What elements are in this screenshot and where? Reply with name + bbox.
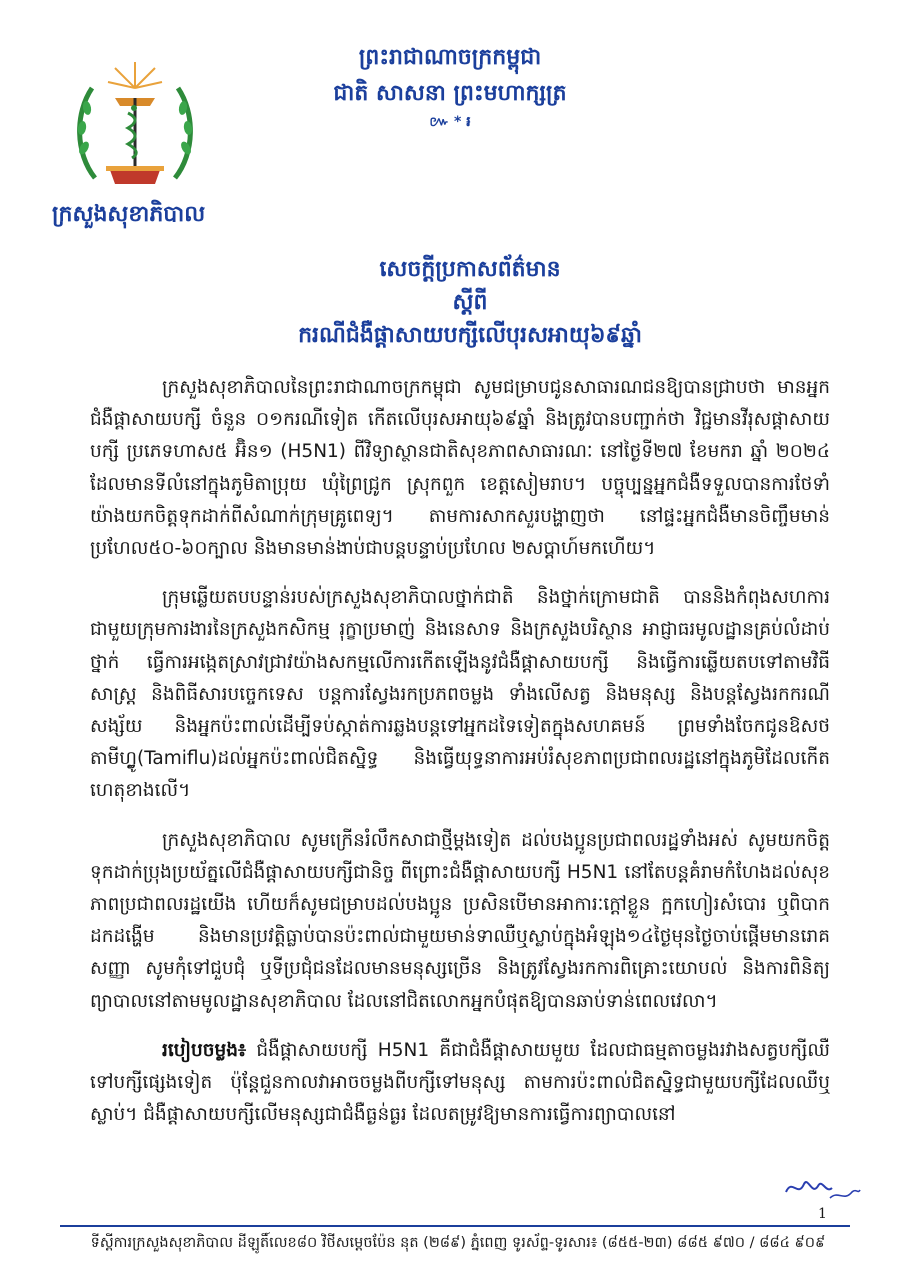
footer-address: ទីស្តីការក្រសួងសុខាភិបាល ដីឡូតិ៍លេខ៨០ វិថីសម្តេចប៉ែន នុត (២៨៩) ភ្នំពេញ ទូរស័ព្ទ-ទូរសារ៖ (៨៥៥-២៣) ៨៨៥ ៩៧០ / ៨៨៤ ៩០៩ bbox=[90, 1235, 826, 1251]
kingdom-line-2: ជាតិ សាសនា ព្រះមហាក្សត្រ bbox=[333, 81, 567, 106]
paragraph-2: ក្រុមឆ្លើយតបបន្ទាន់របស់ក្រសួងសុខាភិបាលថ្នាក់ជាតិ និងថ្នាក់ក្រោមជាតិ បាននិងកំពុងសហការជាមួយក្រុមការងារនៃក្រសួងកសិកម្ម រុក្ខាប្រមាញ់ និងនេសាទ និងក្រសួងបរិស្ថាន អាជ្ញាធរមូលដ្ឋានគ្រប់លំដាប់ថ្នាក់ ធ្វើការអង្កេតស្រាវជ្រាវយ៉ាងសកម្មលើការកើតឡើងនូវជំងឺផ្តាសាយបក្សី និងធ្វើការឆ្លើយតបទៅតាមវិធីសាស្ត្រ និងពិធីសារបច្ចេកទេស បន្តការស្វែងរកប្រភពចម្លង ទាំងលើសត្វ និងមនុស្ស និងបន្តស្វែងរកករណីសង្ស័យ និងអ្នកប៉ះពាល់ដើម្បីទប់ស្កាត់ការឆ្លងបន្តទៅអ្នកដទៃទៀតក្នុងសហគមន៍ ព្រមទាំងចែកជូនឱសថតាមីហ្វ្លូ(Tamiflu)ដល់អ្នកប៉ះពាល់ជិតស្និទ្ធ និងធ្វើយុទ្ធនាការអប់រំសុខភាពប្រជាពលរដ្ឋនៅក្នុងភូមិដែលកើតហេតុខាងលើ។ bbox=[90, 587, 830, 802]
footer-divider bbox=[60, 1225, 850, 1227]
title-line-1: សេចក្តីប្រកាសព័ត៌មាន bbox=[379, 257, 561, 282]
title-line-3: ករណីជំងឺផ្តាសាយបក្សីលើបុរសអាយុ៦៩ឆ្នាំ bbox=[298, 323, 642, 348]
ministry-name: ក្រសួងសុខាភិបាល bbox=[52, 202, 206, 227]
title-line-2: ស្តីពី bbox=[452, 290, 488, 315]
transmission-label: របៀបចម្លង៖ bbox=[162, 1039, 247, 1061]
transmission-text: ជំងឺផ្តាសាយបក្សី H5N1 គឺជាជំងឺផ្តាសាយមួយ ដែលជាធម្មតាចម្លងរវាងសត្វបក្សីឈឺ ទៅបក្សីផ្សេងទៀត ប៉ុន្តែជួនកាលវាអាចចម្លងពីបក្សីទៅមនុស្ស តាមការប៉ះពាល់ជិតស្និទ្ធជាមួយបក្សីដែលឈឺឬស្លាប់។ ជំងឺផ្តាសាយបក្សីលើមនុស្សជាជំងឺធ្ងន់ធ្ងរ ដែលតម្រូវឱ្យមានការធ្វើការព្យាបាលនៅ bbox=[90, 1039, 830, 1126]
ministry-logo bbox=[70, 58, 200, 193]
header-ornament: ៚ * ៛ bbox=[429, 114, 471, 130]
paragraph-transmission bbox=[90, 1035, 830, 1132]
page-number: 1 bbox=[818, 1206, 827, 1222]
kingdom-line-1: ព្រះរាជាណាចក្រកម្ពុជា bbox=[358, 45, 542, 70]
announcement-title bbox=[120, 253, 820, 352]
announcement-body bbox=[90, 372, 830, 1148]
paragraph-1: ក្រសួងសុខាភិបាលនៃព្រះរាជាណាចក្រកម្ពុជា សូមជម្រាបជូនសាធារណជនឱ្យបានជ្រាបថា មានអ្នកជំងឺផ្តាសាយបក្សី ចំនួន ០១ករណីទៀត កើតលើបុរសអាយុ៦៩ឆ្នាំ និងត្រូវបានបញ្ជាក់ថា វិជ្ជមានវីរុសផ្តាសាយបក្សី ប្រភេទហាស៥ អ៊ិន១ (H5N1) ពីវិទ្យាស្ថានជាតិសុខភាពសាធារណៈ នៅថ្ងៃទី២៧ ខែមករា ឆ្នាំ ២០២៤ ដែលមានទីលំនៅក្នុងភូមិតាប្រុយ ឃុំព្រៃជ្រូក ស្រុកពួក ខេត្តសៀមរាប។ បច្ចុប្បន្នអ្នកជំងឺទទួលបានការថែទាំយ៉ាងយកចិត្តទុកដាក់ពីសំណាក់ក្រុមគ្រូពេទ្យ។ តាមការសាកសួរបង្ហាញថា នៅផ្ទះអ្នកជំងឺមានចិញ្ចឹមមាន់ប្រហែល៥០-៦០ក្បាល និងមានមាន់ងាប់ជាបន្តបន្ទាប់ប្រហែល ២សប្តាហ៍មកហើយ។ bbox=[90, 377, 830, 560]
kingdom-header bbox=[300, 40, 600, 132]
paragraph-3: ក្រសួងសុខាភិបាល សូមក្រើនរំលឹកសាជាថ្មីម្តងទៀត ដល់បងប្អូនប្រជាពលរដ្ឋទាំងអស់ សូមយកចិត្តទុកដាក់ប្រុងប្រយ័ត្នលើជំងឺផ្តាសាយបក្សីជានិច្ច ពីព្រោះជំងឺផ្តាសាយបក្សី H5N1 នៅតែបន្តគំរាមកំហែងដល់សុខភាពប្រជាពលរដ្ឋយើង ហើយក៏សូមជម្រាបដល់បងប្អូន ប្រសិនបើមានអាការៈក្តៅខ្លួន ក្អកហៀរសំបោរ ឬពិបាកដកដង្ហើម និងមានប្រវត្តិធ្លាប់បានប៉ះពាល់ជាមួយមាន់ទាឈឺឬស្លាប់ក្នុងអំឡុង១៤ថ្ងៃមុនថ្ងៃចាប់ផ្តើមមានរោគសញ្ញា សូមកុំទៅជួបជុំ ឬទីប្រជុំជនដែលមានមនុស្សច្រើន និងត្រូវស្វែងរកការពិគ្រោះយោបល់ និងការពិនិត្យព្យាបាលនៅតាមមូលដ្ឋានសុខាភិបាល ដែលនៅជិតលោកអ្នកបំផុតឱ្យបានឆាប់ទាន់ពេលវេលា។ bbox=[90, 829, 830, 1012]
signature-initials bbox=[782, 1168, 862, 1208]
